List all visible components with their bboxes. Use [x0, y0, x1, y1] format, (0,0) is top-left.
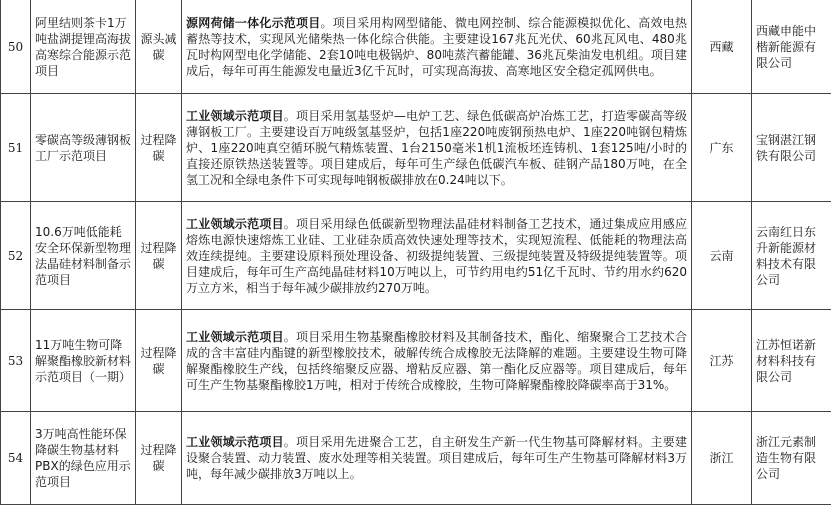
project-name: 零碳高等级薄钢板工厂示范项目 — [31, 94, 136, 202]
row-number: 53 — [1, 310, 31, 412]
row-number: 52 — [1, 202, 31, 310]
row-number: 50 — [1, 0, 31, 94]
table-row — [1, 0, 831, 94]
project-organization: 宝钢湛江钢铁有限公司 — [752, 94, 831, 202]
row-number: 51 — [1, 94, 31, 202]
table-row — [1, 310, 831, 412]
project-category: 工业领域示范项目 — [186, 108, 284, 123]
project-organization: 西藏申能中楷新能源有限公司 — [752, 0, 831, 94]
project-type: 过程降碳 — [136, 310, 182, 412]
project-category: 源网荷储一体化示范项目 — [186, 15, 321, 30]
table-row — [1, 412, 831, 505]
project-description: 。项目采用生物基聚酯橡胶材料及其制备技术，酯化、缩聚聚合工艺技术合成的含丰富硅内酯键的新型橡胶技术，破解传统合成橡胶无法降解的难题。主要建设生物可降解聚酯橡胶生产线，包括终缩聚反应器、增粘反应器、第一酯化反应器等。项目建成后，每年可生产生物基聚酯橡胶1万吨，相对于传统合成橡胶，生物可降解聚酯橡胶降碳率高于31%。 — [186, 329, 687, 392]
project-description: 。项目采用先进聚合工艺，自主研发生产新一代生物基可降解材料。主要建设聚合装置、动力装置、废水处理等相关装置。项目建成后，每年可生产生物基可降解材料3万吨，每年减少碳排放3万吨以上。 — [186, 435, 687, 481]
project-description-cell — [182, 94, 692, 202]
table-row — [1, 202, 831, 310]
project-name: 阿里结则茶卡1万吨盐湖提锂高海拔高寒综合能源示范项目 — [31, 0, 136, 94]
project-description: 。项目采用氢基竖炉—电炉工艺、绿色低碳高炉冶炼工艺，打造零碳高等级薄钢板工厂。主要建设百万吨级氢基竖炉，包括1座220吨废钢预热电炉、1座220吨钢包精炼炉、1座220吨真空循环脱气精炼装置、1台2150毫米1机1流板坯连铸机、1套125吨/小时的直接还原铁热送装置等。项目建成后，每年可生产绿色低碳汽车板、硅钢产品180万吨，在全氢工况和全绿电条件下可实现每吨钢板碳排放在0.24吨以下。 — [186, 108, 687, 187]
project-description-cell — [182, 310, 692, 412]
project-description-cell — [182, 412, 692, 505]
project-organization: 江苏恒诺新材料科技有限公司 — [752, 310, 831, 412]
project-province: 广东 — [692, 94, 752, 202]
project-category: 工业领域示范项目 — [186, 216, 284, 231]
project-description-cell — [182, 202, 692, 310]
project-type: 过程降碳 — [136, 412, 182, 505]
project-description: 。项目采用绿色低碳新型物理法晶硅材料制备工艺技术，通过集成应用感应熔炼电源快速熔炼工业硅、工业硅杂质高效快速处理等技术，实现短流程、低能耗的物理法高效连续提纯。主要建设原料预处理设备、初级提纯装置、三级提纯装置及特级提纯装置等。项目建成后，每年可生产高纯晶硅材料10万吨以上，可节约用电约51亿千瓦时、节约用水约620万立方米，相当于每年减少碳排放约270万吨。 — [186, 216, 687, 295]
project-province: 西藏 — [692, 0, 752, 94]
project-description-cell — [182, 0, 692, 94]
project-name: 3万吨高性能环保降碳生物基材料PBX的绿色应用示范项目 — [31, 412, 136, 505]
project-name: 11万吨生物可降解聚酯橡胶新材料示范项目（一期） — [31, 310, 136, 412]
project-type: 过程降碳 — [136, 94, 182, 202]
project-organization: 云南红日东升新能源材料技术有限公司 — [752, 202, 831, 310]
project-category: 工业领域示范项目 — [186, 329, 284, 344]
project-province: 云南 — [692, 202, 752, 310]
project-description: 。项目采用构网型储能、微电网控制、综合能源模拟优化、高效电热蓄热等技术，实现风光储柴热一体化综合供能。主要建设167兆瓦光伏、60兆瓦风电、480兆瓦时构网型电化学储能、2套10吨电极锅炉、80吨蒸汽蓄能罐、36兆瓦柴油发电机组。项目建成后，每年可再生能源发电量近3亿千瓦时，可实现高海拔、高寒地区安全稳定孤网供电。 — [186, 15, 687, 78]
project-organization: 浙江元素制造生物有限公司 — [752, 412, 831, 505]
row-number: 54 — [1, 412, 31, 505]
project-name: 10.6万吨低能耗安全环保新型物理法晶硅材料制备示范项目 — [31, 202, 136, 310]
project-type: 过程降碳 — [136, 202, 182, 310]
table-row — [1, 94, 831, 202]
project-province: 浙江 — [692, 412, 752, 505]
project-province: 江苏 — [692, 310, 752, 412]
project-category: 工业领域示范项目 — [186, 435, 284, 449]
project-type: 源头减碳 — [136, 0, 182, 94]
